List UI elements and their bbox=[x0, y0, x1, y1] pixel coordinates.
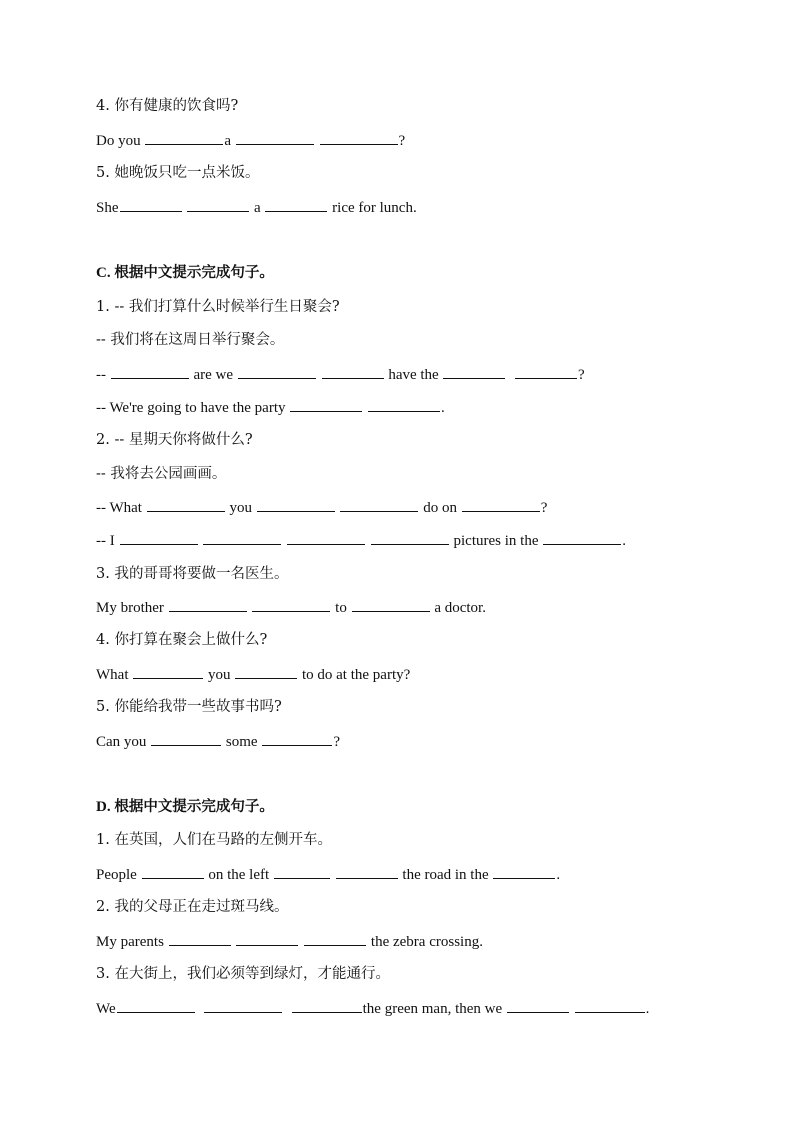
text-segment: some bbox=[225, 734, 258, 750]
question-c2-english-b bbox=[96, 530, 626, 550]
section-c-title: 根据中文提示完成句子。 bbox=[114, 265, 274, 281]
text-segment: People bbox=[96, 867, 137, 883]
question-c2-chinese-b: -- 我将去公园画画。 bbox=[96, 466, 227, 482]
question-c2-english-a bbox=[96, 497, 547, 517]
answer-blank[interactable] bbox=[111, 364, 189, 379]
answer-blank[interactable] bbox=[320, 130, 398, 145]
text-segment: . bbox=[622, 533, 626, 549]
question-d3-chinese: 3. 在大街上，我们必须等到绿灯，才能通行。 bbox=[96, 966, 390, 982]
text-segment: . bbox=[556, 867, 561, 883]
question-c1-english-a bbox=[96, 364, 585, 384]
text-segment: . bbox=[441, 400, 445, 416]
question-b5-chinese: 5. 她晚饭只吃一点米饭。 bbox=[96, 165, 260, 181]
text-segment: Can you bbox=[96, 734, 147, 750]
answer-blank[interactable] bbox=[235, 664, 297, 679]
text-segment: pictures in the bbox=[453, 533, 539, 549]
text-segment: the green man, then we bbox=[362, 1001, 503, 1017]
question-c5-english bbox=[96, 731, 340, 751]
question-b4-english bbox=[96, 130, 405, 150]
answer-blank[interactable] bbox=[352, 597, 430, 612]
text-segment: ? bbox=[540, 500, 548, 516]
answer-blank[interactable] bbox=[262, 731, 332, 746]
answer-blank[interactable] bbox=[336, 864, 398, 879]
answer-blank[interactable] bbox=[203, 530, 281, 545]
answer-blank[interactable] bbox=[371, 530, 449, 545]
question-c3-chinese: 3. 我的哥哥将要做一名医生。 bbox=[96, 566, 289, 582]
text-segment: What bbox=[96, 667, 129, 683]
section-c-heading bbox=[96, 263, 274, 283]
text-segment: ? bbox=[577, 367, 585, 383]
answer-blank[interactable] bbox=[462, 497, 540, 512]
section-d-heading bbox=[96, 797, 274, 817]
question-c1-chinese-b: -- 我们将在这周日举行聚会。 bbox=[96, 332, 285, 348]
text-segment: My parents bbox=[96, 934, 164, 950]
question-b5-english bbox=[96, 197, 417, 217]
text-segment: -- I bbox=[96, 533, 115, 549]
answer-blank[interactable] bbox=[340, 497, 418, 512]
question-d3-english bbox=[96, 998, 649, 1018]
answer-blank[interactable] bbox=[169, 597, 247, 612]
text-segment: My brother bbox=[96, 600, 164, 616]
answer-blank[interactable] bbox=[133, 664, 203, 679]
question-d1-english bbox=[96, 864, 560, 884]
answer-blank[interactable] bbox=[507, 998, 569, 1013]
answer-blank[interactable] bbox=[238, 364, 316, 379]
answer-blank[interactable] bbox=[368, 397, 440, 412]
answer-blank[interactable] bbox=[515, 364, 577, 379]
section-d-label: D. bbox=[96, 799, 111, 815]
answer-blank[interactable] bbox=[145, 130, 223, 145]
answer-blank[interactable] bbox=[236, 130, 314, 145]
text-segment: do on bbox=[423, 500, 457, 516]
answer-blank[interactable] bbox=[151, 731, 221, 746]
answer-blank[interactable] bbox=[187, 197, 249, 212]
text-segment: ? bbox=[398, 133, 406, 149]
text-segment: a doctor. bbox=[434, 600, 486, 616]
answer-blank[interactable] bbox=[236, 931, 298, 946]
text-segment: to bbox=[335, 600, 347, 616]
answer-blank[interactable] bbox=[493, 864, 555, 879]
text-segment: Do you bbox=[96, 133, 141, 149]
answer-blank[interactable] bbox=[252, 597, 330, 612]
question-c5-chinese: 5. 你能给我带一些故事书吗? bbox=[96, 699, 282, 715]
question-c3-english bbox=[96, 597, 486, 617]
answer-blank[interactable] bbox=[265, 197, 327, 212]
question-c4-chinese: 4. 你打算在聚会上做什么? bbox=[96, 632, 268, 648]
answer-blank[interactable] bbox=[120, 197, 182, 212]
question-c1-english-b bbox=[96, 397, 445, 417]
text-segment: you bbox=[229, 500, 252, 516]
text-segment: have the bbox=[388, 367, 439, 383]
text-segment: She bbox=[96, 200, 119, 216]
section-c-label: C. bbox=[96, 265, 111, 281]
text-segment: the zebra crossing. bbox=[370, 934, 483, 950]
question-b4-chinese: 4. 你有健康的饮食吗? bbox=[96, 98, 239, 114]
text-segment: rice for lunch. bbox=[332, 200, 417, 216]
question-c4-english bbox=[96, 664, 410, 684]
answer-blank[interactable] bbox=[575, 998, 645, 1013]
answer-blank[interactable] bbox=[290, 397, 362, 412]
text-segment: We bbox=[96, 1001, 116, 1017]
text-segment: ? bbox=[333, 734, 341, 750]
answer-blank[interactable] bbox=[292, 998, 362, 1013]
text-segment: -- We're going to have the party bbox=[96, 400, 286, 416]
text-segment: the road in the bbox=[402, 867, 489, 883]
text-segment: a bbox=[254, 200, 261, 216]
answer-blank[interactable] bbox=[147, 497, 225, 512]
question-c2-chinese-a: 2. -- 星期天你将做什么? bbox=[96, 432, 253, 448]
answer-blank[interactable] bbox=[204, 998, 282, 1013]
answer-blank[interactable] bbox=[257, 497, 335, 512]
question-d2-english bbox=[96, 931, 483, 951]
text-segment: are we bbox=[193, 367, 234, 383]
text-segment: -- What bbox=[96, 500, 142, 516]
answer-blank[interactable] bbox=[443, 364, 505, 379]
question-c1-chinese-a: 1. -- 我们打算什么时候举行生日聚会? bbox=[96, 299, 340, 315]
answer-blank[interactable] bbox=[142, 864, 204, 879]
answer-blank[interactable] bbox=[287, 530, 365, 545]
section-d-title: 根据中文提示完成句子。 bbox=[114, 799, 274, 815]
answer-blank[interactable] bbox=[120, 530, 198, 545]
text-segment: to do at the party? bbox=[301, 667, 411, 683]
answer-blank[interactable] bbox=[304, 931, 366, 946]
text-segment: on the left bbox=[208, 867, 270, 883]
text-segment: -- bbox=[96, 367, 106, 383]
text-segment: . bbox=[645, 1001, 650, 1017]
answer-blank[interactable] bbox=[117, 998, 195, 1013]
answer-blank[interactable] bbox=[169, 931, 231, 946]
question-d1-chinese: 1. 在英国，人们在马路的左侧开车。 bbox=[96, 832, 332, 848]
text-segment: you bbox=[207, 667, 231, 683]
answer-blank[interactable] bbox=[543, 530, 621, 545]
answer-blank[interactable] bbox=[274, 864, 330, 879]
question-d2-chinese: 2. 我的父母正在走过斑马线。 bbox=[96, 899, 289, 915]
text-segment: a bbox=[224, 133, 232, 149]
answer-blank[interactable] bbox=[322, 364, 384, 379]
